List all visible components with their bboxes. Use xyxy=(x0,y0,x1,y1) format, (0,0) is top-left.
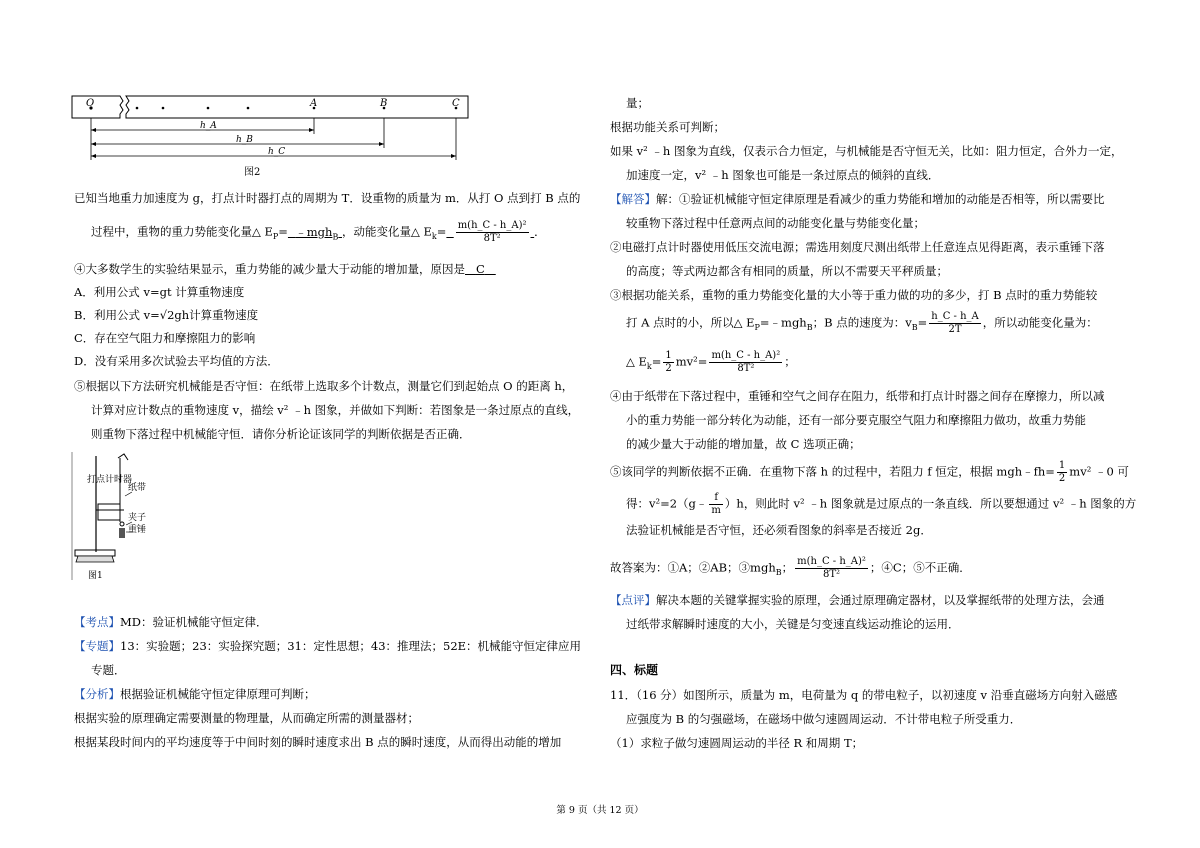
right-line-17: 法验证机械能是否守恒，还必须看图象的斜率是否接近 2g． xyxy=(626,523,932,537)
label-clip: 夹子 xyxy=(128,513,147,523)
section-heading: 四、标题 xyxy=(610,663,659,677)
answer-blank-q4: C xyxy=(475,262,485,276)
right-line-13: 小的重力势能一部分转化为动能，还有一部分要克服空气阻力和摩擦阻力做功，故重力势能 xyxy=(626,413,1086,427)
fenxi-line1: 【分析】根据验证机械能守恒定律原理可判断； xyxy=(74,687,316,701)
label-timer: 打点计时器 xyxy=(87,475,133,485)
right-line-12: ④由于纸带在下落过程中，重锤和空气之间存在阻力，纸带和打点计时器之间存在摩擦力，所以减 xyxy=(610,389,1105,403)
point-O: O xyxy=(86,98,95,109)
figure-1-caption: 图1 xyxy=(88,571,103,581)
jieda-line: 【解答】解：①验证机械能守恒定律原理是看减少的重力势能和增加的动能是否相等，所以需要比 xyxy=(610,192,1105,206)
right-line-3: 如果 v² ﹣h 图象为直线，仅表示合力恒定，与机械能是否守恒无关，比如：阻力恒定，合外力一定， xyxy=(610,144,1123,158)
option-A: A．利用公式 v=gt 计算重物速度 xyxy=(74,285,245,299)
answer-summary: 故答案为：①A；②AB；③mgh$_B$； $\frac{\text{m(h\_C - h\_A)²}}{\text{8T²}}$ ；④C；⑤不正确． xyxy=(610,556,971,580)
right-line-4: 加速度一定，v² ﹣h 图象也可能是一条过原点的倾斜的直线． xyxy=(626,168,940,182)
question-5-line2: 计算对应计数点的重物速度 v，描绘 v² ﹣h 图象，并做如下判断：若图象是一条过原点的直线， xyxy=(91,403,580,417)
zhuanti-line1: 【专题】13：实验题；23：实验探究题；31：定性思想；43：推理法；52E：机械能守恒定律应用 xyxy=(74,639,582,653)
right-line-7: ②电磁打点计时器使用低压交流电源；需选用刻度尺测出纸带上任意连点见得距离，表示重锤下落 xyxy=(610,240,1105,254)
label-tape: 纸带 xyxy=(128,483,147,493)
right-line-10: 打 A 点时的小，所以△ $E_P=﹣mgh_B$；B 点的速度为：$v_B=$ $\frac{h\_C - h\_A}{2T}$ ，所以动能变化量为： xyxy=(626,311,1098,335)
fraction-half: $\frac{1}{2}$ xyxy=(665,350,672,374)
answer-blank-potential: ﹣mgh$_B$ xyxy=(295,224,339,241)
fenxi-line3: 根据某段时间内的平均速度等于中间时刻的瞬时速度求出 B 点的瞬时速度，从而得出动能的增加 xyxy=(74,735,562,749)
point-B: B xyxy=(380,98,388,109)
right-line-14: 的减少量大于动能的增加量，故 C 选项正确； xyxy=(626,437,861,451)
option-C: C．存在空气阻力和摩擦阻力的影响 xyxy=(74,331,256,345)
right-line-8: 的高度；等式两边都含有相同的质量，所以不需要天平秤质量； xyxy=(626,264,948,278)
fraction-half-2: $\frac{1}{2}$ xyxy=(1058,460,1066,484)
question-5-line1: ⑤根据以下方法研究机械能是否守恒：在纸带上选取多个计数点，测量它们到起始点 O 的距离 h， xyxy=(74,379,574,393)
right-line-16: 得：v²=2（g﹣ $\frac{f}{m}$ ）h，则此时 v² ﹣h 图象就是过原点的一条直线．所以要想通过 v² ﹣h 图象的方 xyxy=(626,492,1137,516)
right-line-2: 根据功能关系可判断； xyxy=(610,120,725,134)
fraction-kinetic: $\frac{\text{m(h\_C - h\_A)²}}{\text{8T²}}$ xyxy=(457,220,527,244)
option-D: D．没有采用多次试验去平均值的方法． xyxy=(74,354,279,368)
question-5-line3: 则重物下落过程中机械能守恒．请你分析论证该同学的判断依据是否正确． xyxy=(91,427,471,441)
right-line-15: ⑤该同学的判断依据不正确．在重物下落 h 的过程中，若阻力 f 恒定，根据 mgh﹣fh= $\frac{1}{2}$ mv² ﹣0 可 xyxy=(610,460,1129,484)
energy-change-line: 过程中，重物的重力势能变化量△ $E_P=$ ﹣mgh$_B$ ，动能变化量△ $E_k=$ $\frac{\text{m(h\_C - h\_A)²}}{\text{8T²}}$ ． xyxy=(91,220,546,244)
fraction-f-over-m: $\frac{f}{m}$ xyxy=(711,492,721,516)
figure-2-caption: 图2 xyxy=(244,167,261,178)
page-footer: 第 9 页（共 12 页） xyxy=(556,805,644,816)
dim-hC: h_C xyxy=(268,147,286,157)
option-B: B．利用公式 v=√2gh计算重物速度 xyxy=(74,308,259,322)
question-4: ④大多数学生的实验结果显示，重力势能的减少量大于动能的增加量，原因是 C xyxy=(74,261,496,277)
right-line-6: 较重物下落过程中任意两点间的动能变化量与势能变化量； xyxy=(626,216,925,230)
question-11-line2: 应强度为 B 的匀强磁场，在磁场中做匀速圆周运动．不计带电粒子所受重力． xyxy=(626,712,1022,726)
point-A: A xyxy=(310,98,318,109)
dianping-line2: 过纸带求解瞬时速度的大小，关键是匀变速直线运动推论的运用． xyxy=(626,617,960,631)
question-11-line1: 11．（16 分）如图所示，质量为 m，电荷量为 q 的带电粒子，以初速度 v 沿垂直磁场方向射入磁感 xyxy=(610,688,1118,702)
fraction-kinetic-2: $\frac{\text{m(h\_C - h\_A)²}}{\text{8T²}}$ xyxy=(711,350,781,374)
dim-hA: h_A xyxy=(200,121,217,131)
figure-1-apparatus xyxy=(70,452,150,584)
dianping-line1: 【点评】解决本题的关键掌握实验的原理，会通过原理确定器材，以及掌握纸带的处理方法，会通 xyxy=(610,593,1105,607)
zhuanti-line2: 专题． xyxy=(91,663,126,677)
kaodian-line: 【考点】MD：验证机械能守恒定律． xyxy=(74,615,268,629)
question-11-line3: （1）求粒子做匀速圆周运动的半径 R 和周期 T； xyxy=(610,736,864,750)
figure-2-paper-tape xyxy=(68,92,478,170)
paragraph: 已知当地重力加速度为 g，打点计时器打点的周期为 T．设重物的质量为 m．从打 O 点到打 B 点的 xyxy=(74,191,581,205)
fraction-velocity: $\frac{h\_C - h\_A}{2T}$ xyxy=(931,311,979,335)
right-line-11: △ $E_k=$ $\frac{1}{2}$ mv²= $\frac{\text{m(h\_C - h\_A)²}}{\text{8T²}}$ ； xyxy=(626,350,796,374)
point-C: C xyxy=(452,98,460,109)
dim-hB: h_B xyxy=(236,135,253,145)
right-line-1: 量； xyxy=(626,96,649,110)
label-weight: 重锤 xyxy=(128,525,147,535)
fraction-kinetic-3: $\frac{\text{m(h\_C - h\_A)²}}{\text{8T²}}$ xyxy=(797,556,866,580)
fenxi-line2: 根据实验的原理确定需要测量的物理量，从而确定所需的测量器材； xyxy=(74,711,419,725)
right-line-9: ③根据功能关系，重物的重力势能变化量的大小等于重力做的功的多少，打 B 点时的重力势能较 xyxy=(610,288,1098,302)
